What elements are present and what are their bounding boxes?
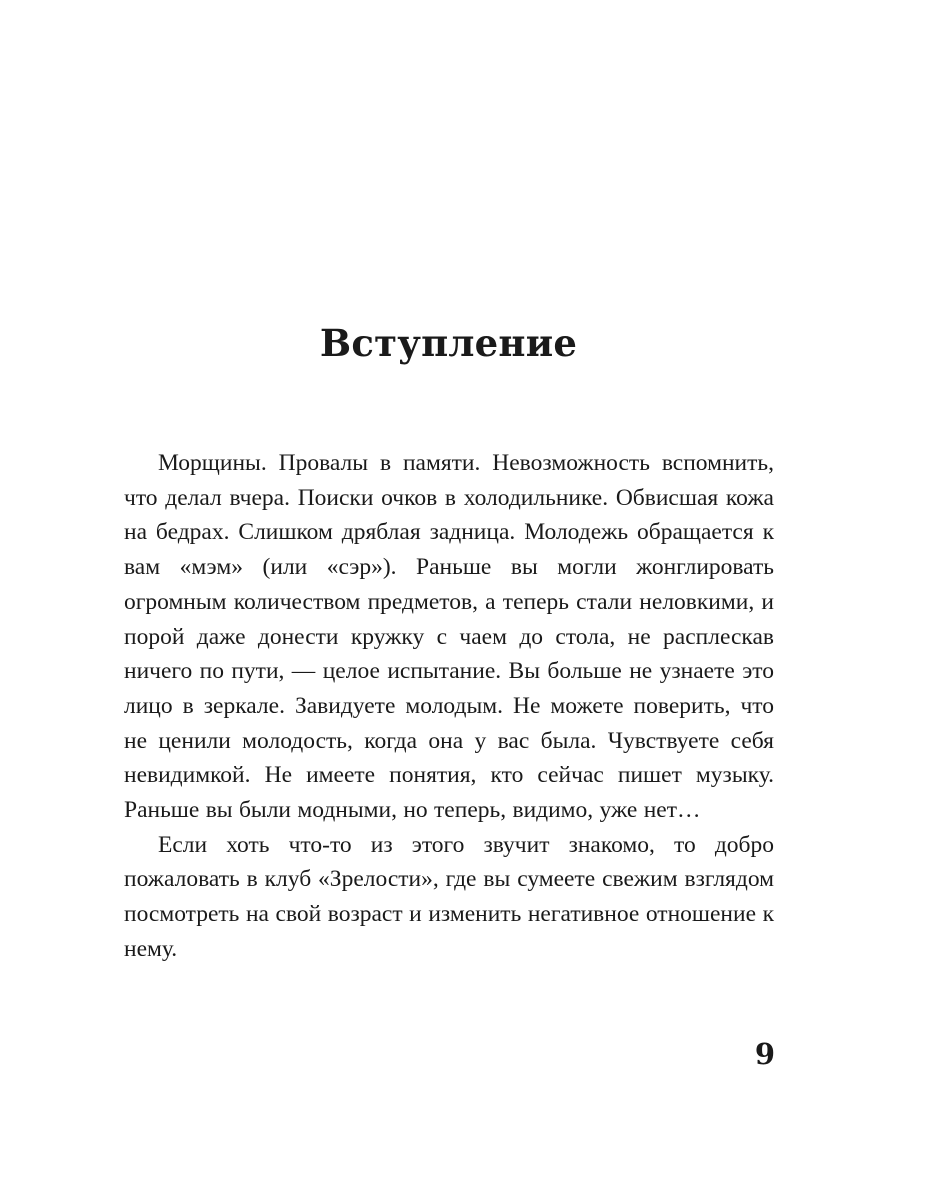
paragraph-1: Морщины. Провалы в памяти. Невозможность вспомнить, что делал вчера. Поиски очков в холодильнике. Обвисшая кожа на бедрах. Слишком дряблая задница. Молодежь обращается к вам «мэм» (или «сэр»). Раньше вы могли жонглировать огромным количеством предметов, а теперь стали неловкими, и порой даже донести кружку с чаем до стола, не расплескав ничего по пути, — целое испытание. Вы больше не узнаете это лицо в зеркале. Завидуете молодым. Не можете поверить, что не ценили молодость, когда она у вас была. Чувствуете себя невидимкой. Не имеете понятия, кто сейчас пишет музыку. Раньше вы были модными, но теперь, видимо, уже нет… <box>124 450 774 824</box>
page-number: 9 <box>754 1037 775 1071</box>
paragraph-2: Если хоть что-то из этого звучит знакомо, то добро пожаловать в клуб «Зрелости», где вы сумеете свежим взглядом посмотреть на свой возраст и изменить негативное отношение к нему. <box>124 831 774 962</box>
body-text <box>124 446 774 967</box>
chapter-title: Вступление <box>319 321 578 365</box>
